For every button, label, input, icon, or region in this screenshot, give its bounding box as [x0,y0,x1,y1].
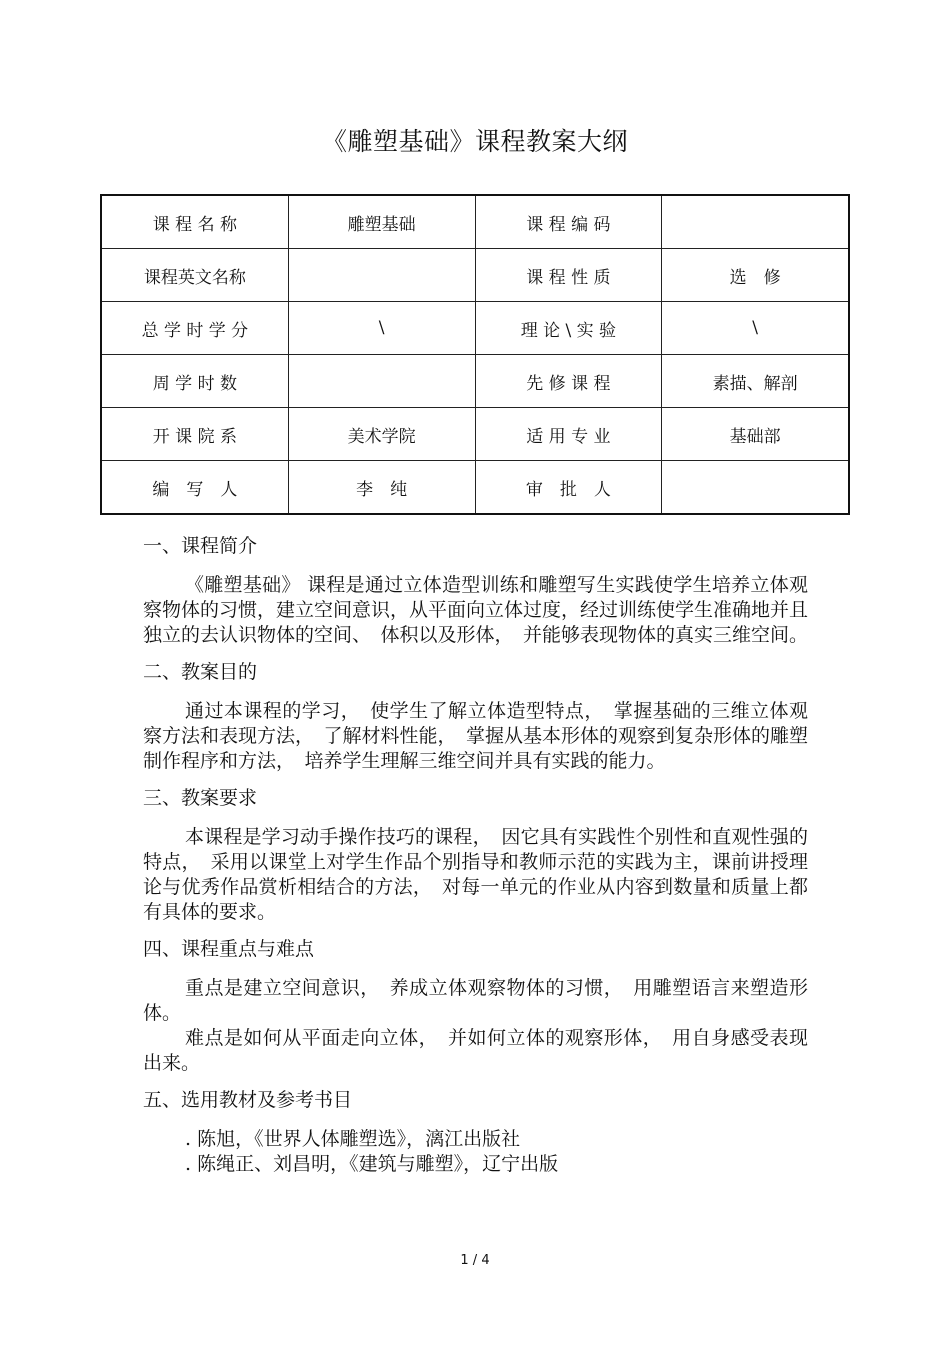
table-row [101,249,849,302]
document-title: 《雕塑基础》课程教案大纲 [321,127,628,156]
table-row [101,461,849,515]
section-body: 通过本课程的学习， 使学生了解立体造型特点， 掌握基础的三维立体观察方法和表现方法， 了解材料性能， 掌握从基本形体的观察到复杂形体的雕塑制作程序和方法， 培养学生理解三维空间并具有实践的能力。 [143,700,809,772]
page-number: 1 / 4 [460,1253,490,1268]
value-course-code [662,195,849,249]
label-approver: 审 批 人 [475,461,662,515]
value-major: 基础部 [662,408,849,461]
value-theory-lab: \ [662,302,849,355]
section-body: 本课程是学习动手操作技巧的课程， 因它具有实践性个别性和直观性强的特点， 采用以课堂上对学生作品个别指导和教师示范的实践为主，课前讲授理论与优秀作品赏析相结合的方法， 对每一单元的作业从内容到数量和质量上都有具体的要求。 [143,826,808,923]
section-heading: 四、课程重点与难点 [143,938,315,960]
table-row [101,195,849,249]
label-weekly-hours: 周 学 时 数 [101,355,288,408]
table-row [101,302,849,355]
label-course-type: 课 程 性 质 [475,249,662,302]
section-heading: 一、课程简介 [143,535,258,557]
reference-list [143,1127,808,1177]
value-weekly-hours [288,355,475,408]
outline-sections [143,534,808,1177]
label-prerequisite: 先 修 课 程 [475,355,662,408]
value-course-type: 选 修 [662,249,849,302]
section-body-2: 难点是如何从平面走向立体， 并如何立体的观察形体， 用自身感受表现出来。 [143,1027,808,1074]
label-theory-lab: 理 论 \ 实 验 [475,302,662,355]
value-author: 李 纯 [288,461,475,515]
label-author: 编 写 人 [101,461,288,515]
value-total-hours: \ [288,302,475,355]
value-english-name [288,249,475,302]
value-prerequisite: 素描、解剖 [662,355,849,408]
value-approver [662,461,849,515]
section-heading: 二、教案目的 [143,661,258,683]
reference-item: . 陈绳正、刘昌明，《建筑与雕塑》，辽宁出版 [185,1153,559,1175]
label-english-name: 课程英文名称 [101,249,288,302]
section-heading: 五、选用教材及参考书目 [143,1089,353,1111]
reference-item: . 陈旭，《世界人体雕塑选》，漓江出版社 [185,1128,521,1150]
label-course-code: 课 程 编 码 [475,195,662,249]
label-total-hours: 总 学 时 学 分 [101,302,288,355]
table-row [101,408,849,461]
value-department: 美术学院 [288,408,475,461]
section-body: 重点是建立空间意识， 养成立体观察物体的习惯， 用雕塑语言来塑造形体。 [143,977,808,1024]
course-info-table [100,194,850,515]
section-heading: 三、教案要求 [143,787,258,809]
label-department: 开 课 院 系 [101,408,288,461]
label-major: 适 用 专 业 [475,408,662,461]
table-row [101,355,849,408]
section-body: 《雕塑基础》 课程是通过立体造型训练和雕塑写生实践使学生培养立体观察物体的习惯，建立空间意识，从平面向立体过度，经过训练使学生准确地并且独立的去认识物体的空间、 体积以及形体， 并能够表现物体的真实三维空间。 [143,574,809,646]
label-course-name: 课 程 名 称 [101,195,288,249]
value-course-name: 雕塑基础 [288,195,475,249]
